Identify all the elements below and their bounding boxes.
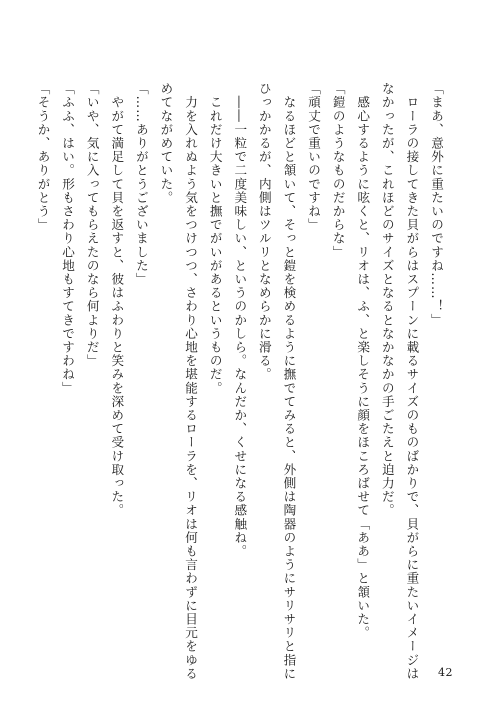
- text-line: ひっかかるが、内側はツルリとなめらかに滑る。: [256, 82, 272, 382]
- text-line: めてながめていた。: [158, 82, 174, 205]
- text-line: 「鎧のようなものだからな」: [330, 82, 346, 259]
- text-line: なるほどと頷いて、そっと鎧を検めるように撫でてみると、外側は陶器のようにサリサリと指に: [281, 82, 297, 681]
- text-line: なかったが、これほどのサイズとなるとなかなかの手ごたえと迫力だ。: [379, 82, 395, 518]
- text-line: 「頑丈で重いのですね」: [306, 82, 322, 232]
- text-line: 「そうか、ありがとう」: [35, 82, 51, 232]
- text-line: やがて満足して貝を返すと、彼はふわりと笑みを深めて受け取った。: [109, 82, 125, 518]
- page-number: 42: [438, 666, 453, 679]
- text-line: ――一粒で二度美味しい、というのかしら。なんだか、くせになる感触ね。: [232, 82, 248, 558]
- text-line: 力を入れぬよう気をつけつつ、さわり心地を堪能するローラを、リオは何も言わずに目元をゆる: [183, 82, 199, 681]
- text-line: 「……ありがとうございました」: [133, 82, 149, 286]
- text-line: 感心するように呟くと、リオは、ふ、と楽しそうに顔をほころばせて「ああ」と頷いた。: [355, 82, 371, 640]
- text-line: これだけ大きいと撫でがいがあるというものだ。: [207, 82, 223, 395]
- text-line: ローラの接してきた貝がらはスプーンに載るサイズのものばかりで、貝がらに重たいイメージは: [404, 82, 420, 681]
- text-line: 「まあ、意外に重たいのですね……！」: [429, 82, 444, 327]
- text-line: 「いや、気に入ってもらえたのなら何よりだ」: [84, 82, 100, 368]
- text-line: 「ふふ、はい。形もさわり心地もすてきですわね」: [60, 82, 76, 395]
